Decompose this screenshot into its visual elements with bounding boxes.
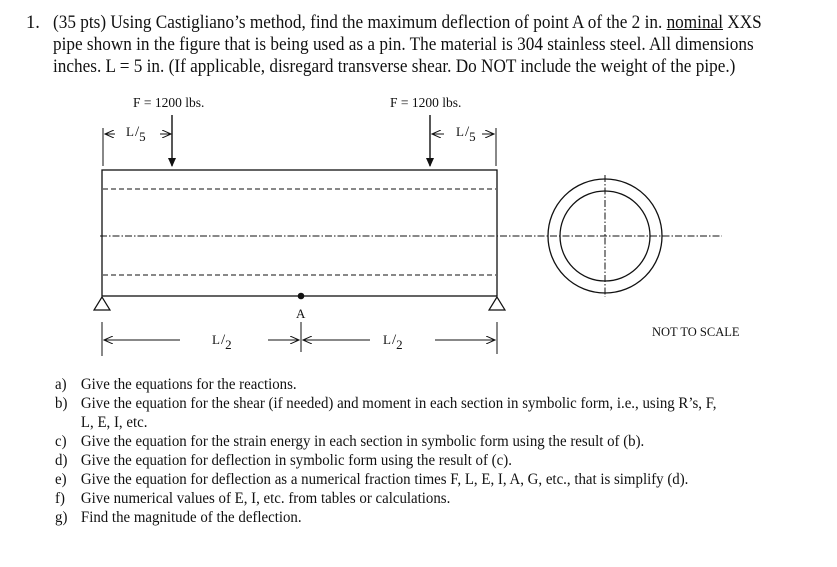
part-text: Give the equations for the reactions. bbox=[80, 376, 297, 393]
force-label-left: F = 1200 lbs. bbox=[133, 95, 205, 110]
part-e bbox=[55, 471, 688, 489]
part-text: Give numerical values of E, I, etc. from tables or calculations. bbox=[80, 490, 451, 507]
part-g bbox=[55, 509, 302, 527]
part-text: Find the magnitude of the deflection. bbox=[80, 509, 302, 526]
dim-label-right-fifth: L/5 bbox=[456, 124, 476, 144]
part-text: Give the equation for deflection in symbolic form using the result of (c). bbox=[80, 452, 512, 469]
part-label: e) bbox=[55, 471, 67, 488]
part-text: L, E, I, etc. bbox=[80, 414, 148, 431]
underlined-word: nominal bbox=[666, 13, 723, 33]
part-label: c) bbox=[55, 433, 67, 450]
force-arrowhead-left bbox=[168, 158, 176, 167]
problem-number: 1. bbox=[26, 13, 40, 33]
part-text: Give the equation for deflection as a numerical fraction times F, L, E, I, A, G, etc., that is simplify (d). bbox=[80, 471, 689, 488]
dim-label-left-half: L/2 bbox=[212, 332, 232, 352]
force-arrowhead-right bbox=[426, 158, 434, 167]
part-text: Give the equation for the shear (if needed) and moment in each section in symbolic form, i.e., using R’s, F, bbox=[80, 395, 717, 412]
dim-label-right-half: L/2 bbox=[383, 332, 403, 352]
part-label: a) bbox=[55, 376, 67, 393]
part-b-continued bbox=[55, 414, 147, 432]
part-label: b) bbox=[55, 395, 68, 412]
part-d bbox=[55, 452, 512, 470]
left-support-icon bbox=[94, 297, 110, 310]
right-support-icon bbox=[489, 297, 505, 310]
force-label-right: F = 1200 lbs. bbox=[390, 95, 462, 110]
part-b bbox=[55, 395, 717, 413]
problem-line-2: pipe shown in the figure that is being used as a pin. The material is 304 stainless steel. All dimensions bbox=[53, 35, 754, 55]
part-label: d) bbox=[55, 452, 68, 469]
point-a-marker bbox=[298, 293, 305, 300]
part-f bbox=[55, 490, 450, 508]
problem-line-3: inches. L = 5 in. (If applicable, disregard transverse shear. Do NOT include the weight of the pipe.) bbox=[53, 57, 736, 77]
part-c bbox=[55, 433, 644, 451]
point-a-label: A bbox=[296, 306, 306, 321]
part-a bbox=[55, 376, 297, 394]
not-to-scale-note: NOT TO SCALE bbox=[652, 325, 740, 339]
part-label: g) bbox=[55, 509, 68, 526]
dim-label-left-fifth: L/5 bbox=[126, 124, 146, 144]
problem-text: (35 pts) Using Castigliano’s method, find the maximum deflection of point A of the 2 in. bbox=[53, 13, 667, 33]
part-text: Give the equation for the strain energy in each section in symbolic form using the result of (b). bbox=[80, 433, 645, 450]
problem-text: XXS bbox=[722, 13, 762, 33]
part-label: f) bbox=[55, 490, 65, 507]
